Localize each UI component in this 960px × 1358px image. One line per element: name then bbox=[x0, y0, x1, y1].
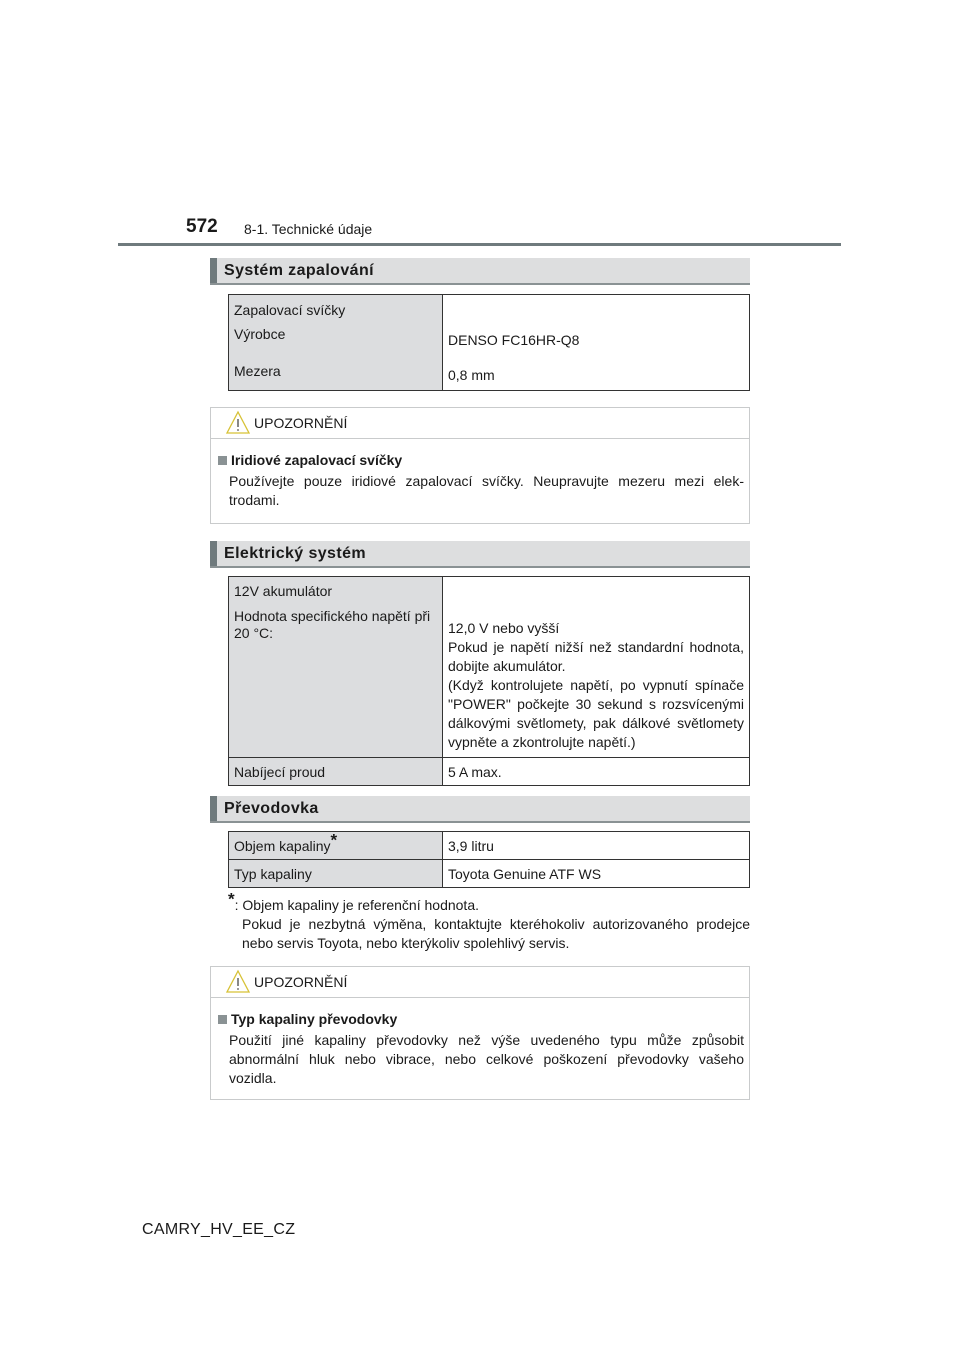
square-bullet-icon bbox=[218, 456, 227, 465]
caution-text: Používejte pouze iridiové zapalovací svíčky. Neupravujte mezeru mezi elektrodami. bbox=[229, 473, 744, 508]
fluid-label-cell bbox=[229, 860, 443, 888]
capacity-label: Objem kapaliny bbox=[234, 837, 331, 854]
page-number: 572 bbox=[186, 216, 218, 237]
header-divider bbox=[118, 243, 841, 246]
section-bar bbox=[210, 796, 217, 821]
section-bar bbox=[210, 541, 217, 566]
section-heading-transmission bbox=[210, 796, 750, 823]
square-bullet-icon bbox=[218, 1015, 227, 1024]
footnote-line-1 bbox=[228, 889, 750, 915]
spark-plug-label-cell bbox=[229, 295, 443, 391]
caution-heading bbox=[218, 1011, 397, 1027]
warning-triangle-icon bbox=[225, 410, 251, 435]
spark-plug-value-cell bbox=[443, 295, 750, 391]
capacity-label-cell bbox=[229, 829, 443, 860]
caution-heading-text: Iridiové zapalovací svíčky bbox=[231, 452, 403, 468]
capacity-label-line bbox=[229, 829, 442, 854]
capacity-value: 3,9 litru bbox=[448, 837, 494, 854]
caution-box-spark-plugs bbox=[210, 407, 750, 524]
ignition-spec-table bbox=[228, 294, 750, 391]
caution-box-transmission-fluid bbox=[210, 966, 750, 1100]
footnote-text-1: : Objem kapaliny je referenční hodnota. bbox=[234, 897, 479, 913]
battery-label-cell bbox=[229, 577, 443, 758]
charging-value-cell bbox=[443, 758, 750, 786]
manufacturer-label: Výrobce bbox=[234, 326, 286, 342]
voltage-check-note: (Když kontrolujete napětí, po vypnutí spínače "POWER" počkejte 30 sekund s rozsvícenými dálkovými světlomety, pak dálkové světlomety vypněte a zkontrolujte napětí.) bbox=[448, 677, 744, 750]
footnote bbox=[228, 889, 750, 953]
voltage-label: Hodnota specifického napětí při 20 °C: bbox=[234, 608, 431, 641]
document-code: CAMRY_HV_EE_CZ bbox=[142, 1221, 296, 1238]
section-title: Převodovka bbox=[224, 800, 319, 817]
battery-label: 12V akumulátor bbox=[234, 583, 333, 599]
section-bar bbox=[210, 258, 217, 283]
section-title: Elektrický systém bbox=[224, 545, 367, 562]
caution-title: UPOZORNĚNÍ bbox=[254, 415, 348, 431]
manufacturer-value: DENSO FC16HR-Q8 bbox=[448, 332, 580, 348]
fluid-label: Typ kapaliny bbox=[234, 865, 312, 882]
section-title: Systém zapalování bbox=[224, 262, 374, 279]
electrical-spec-table bbox=[228, 576, 750, 786]
caution-header bbox=[211, 967, 749, 998]
charging-value: 5 A max. bbox=[448, 763, 502, 780]
voltage-note: Pokud je napětí nižší než standardní hodnota, dobijte akumulátor. bbox=[448, 639, 744, 674]
gap-label: Mezera bbox=[234, 363, 281, 379]
footnote-asterisk: * bbox=[228, 889, 235, 909]
charging-label: Nabíjecí proud bbox=[234, 763, 326, 780]
caution-text: Použití jiné kapaliny převodovky než výše uvedeného typu může způsobit abnormální hluk nebo vibrace, nebo celkové poškození převodovky vašeho vozidla. bbox=[229, 1032, 744, 1086]
capacity-value-cell bbox=[443, 832, 750, 860]
caution-title: UPOZORNĚNÍ bbox=[254, 974, 348, 990]
fluid-value: Toyota Genuine ATF WS bbox=[448, 865, 602, 882]
chapter-title: 8-1. Technické údaje bbox=[244, 221, 373, 237]
voltage-value: 12,0 V nebo vyšší bbox=[448, 620, 560, 636]
caution-header bbox=[211, 408, 749, 439]
battery-value-cell bbox=[443, 577, 750, 758]
gap-value: 0,8 mm bbox=[448, 367, 495, 383]
caution-heading bbox=[218, 452, 402, 468]
charging-label-cell bbox=[229, 758, 443, 786]
transmission-spec-table bbox=[228, 831, 750, 888]
section-heading-ignition bbox=[210, 258, 750, 285]
caution-heading-text: Typ kapaliny převodovky bbox=[231, 1011, 398, 1027]
warning-triangle-icon bbox=[225, 969, 251, 994]
fluid-value-cell bbox=[443, 860, 750, 888]
asterisk-mark: * bbox=[330, 829, 338, 849]
footnote-text-2: Pokud je nezbytná výměna, kontaktujte kteréhokoliv autorizovaného prodejce nebo servis Toyota, nebo kterýkoliv spolehlivý servis. bbox=[242, 916, 750, 951]
spark-plugs-label: Zapalovací svíčky bbox=[234, 302, 346, 318]
section-heading-electrical bbox=[210, 541, 750, 568]
